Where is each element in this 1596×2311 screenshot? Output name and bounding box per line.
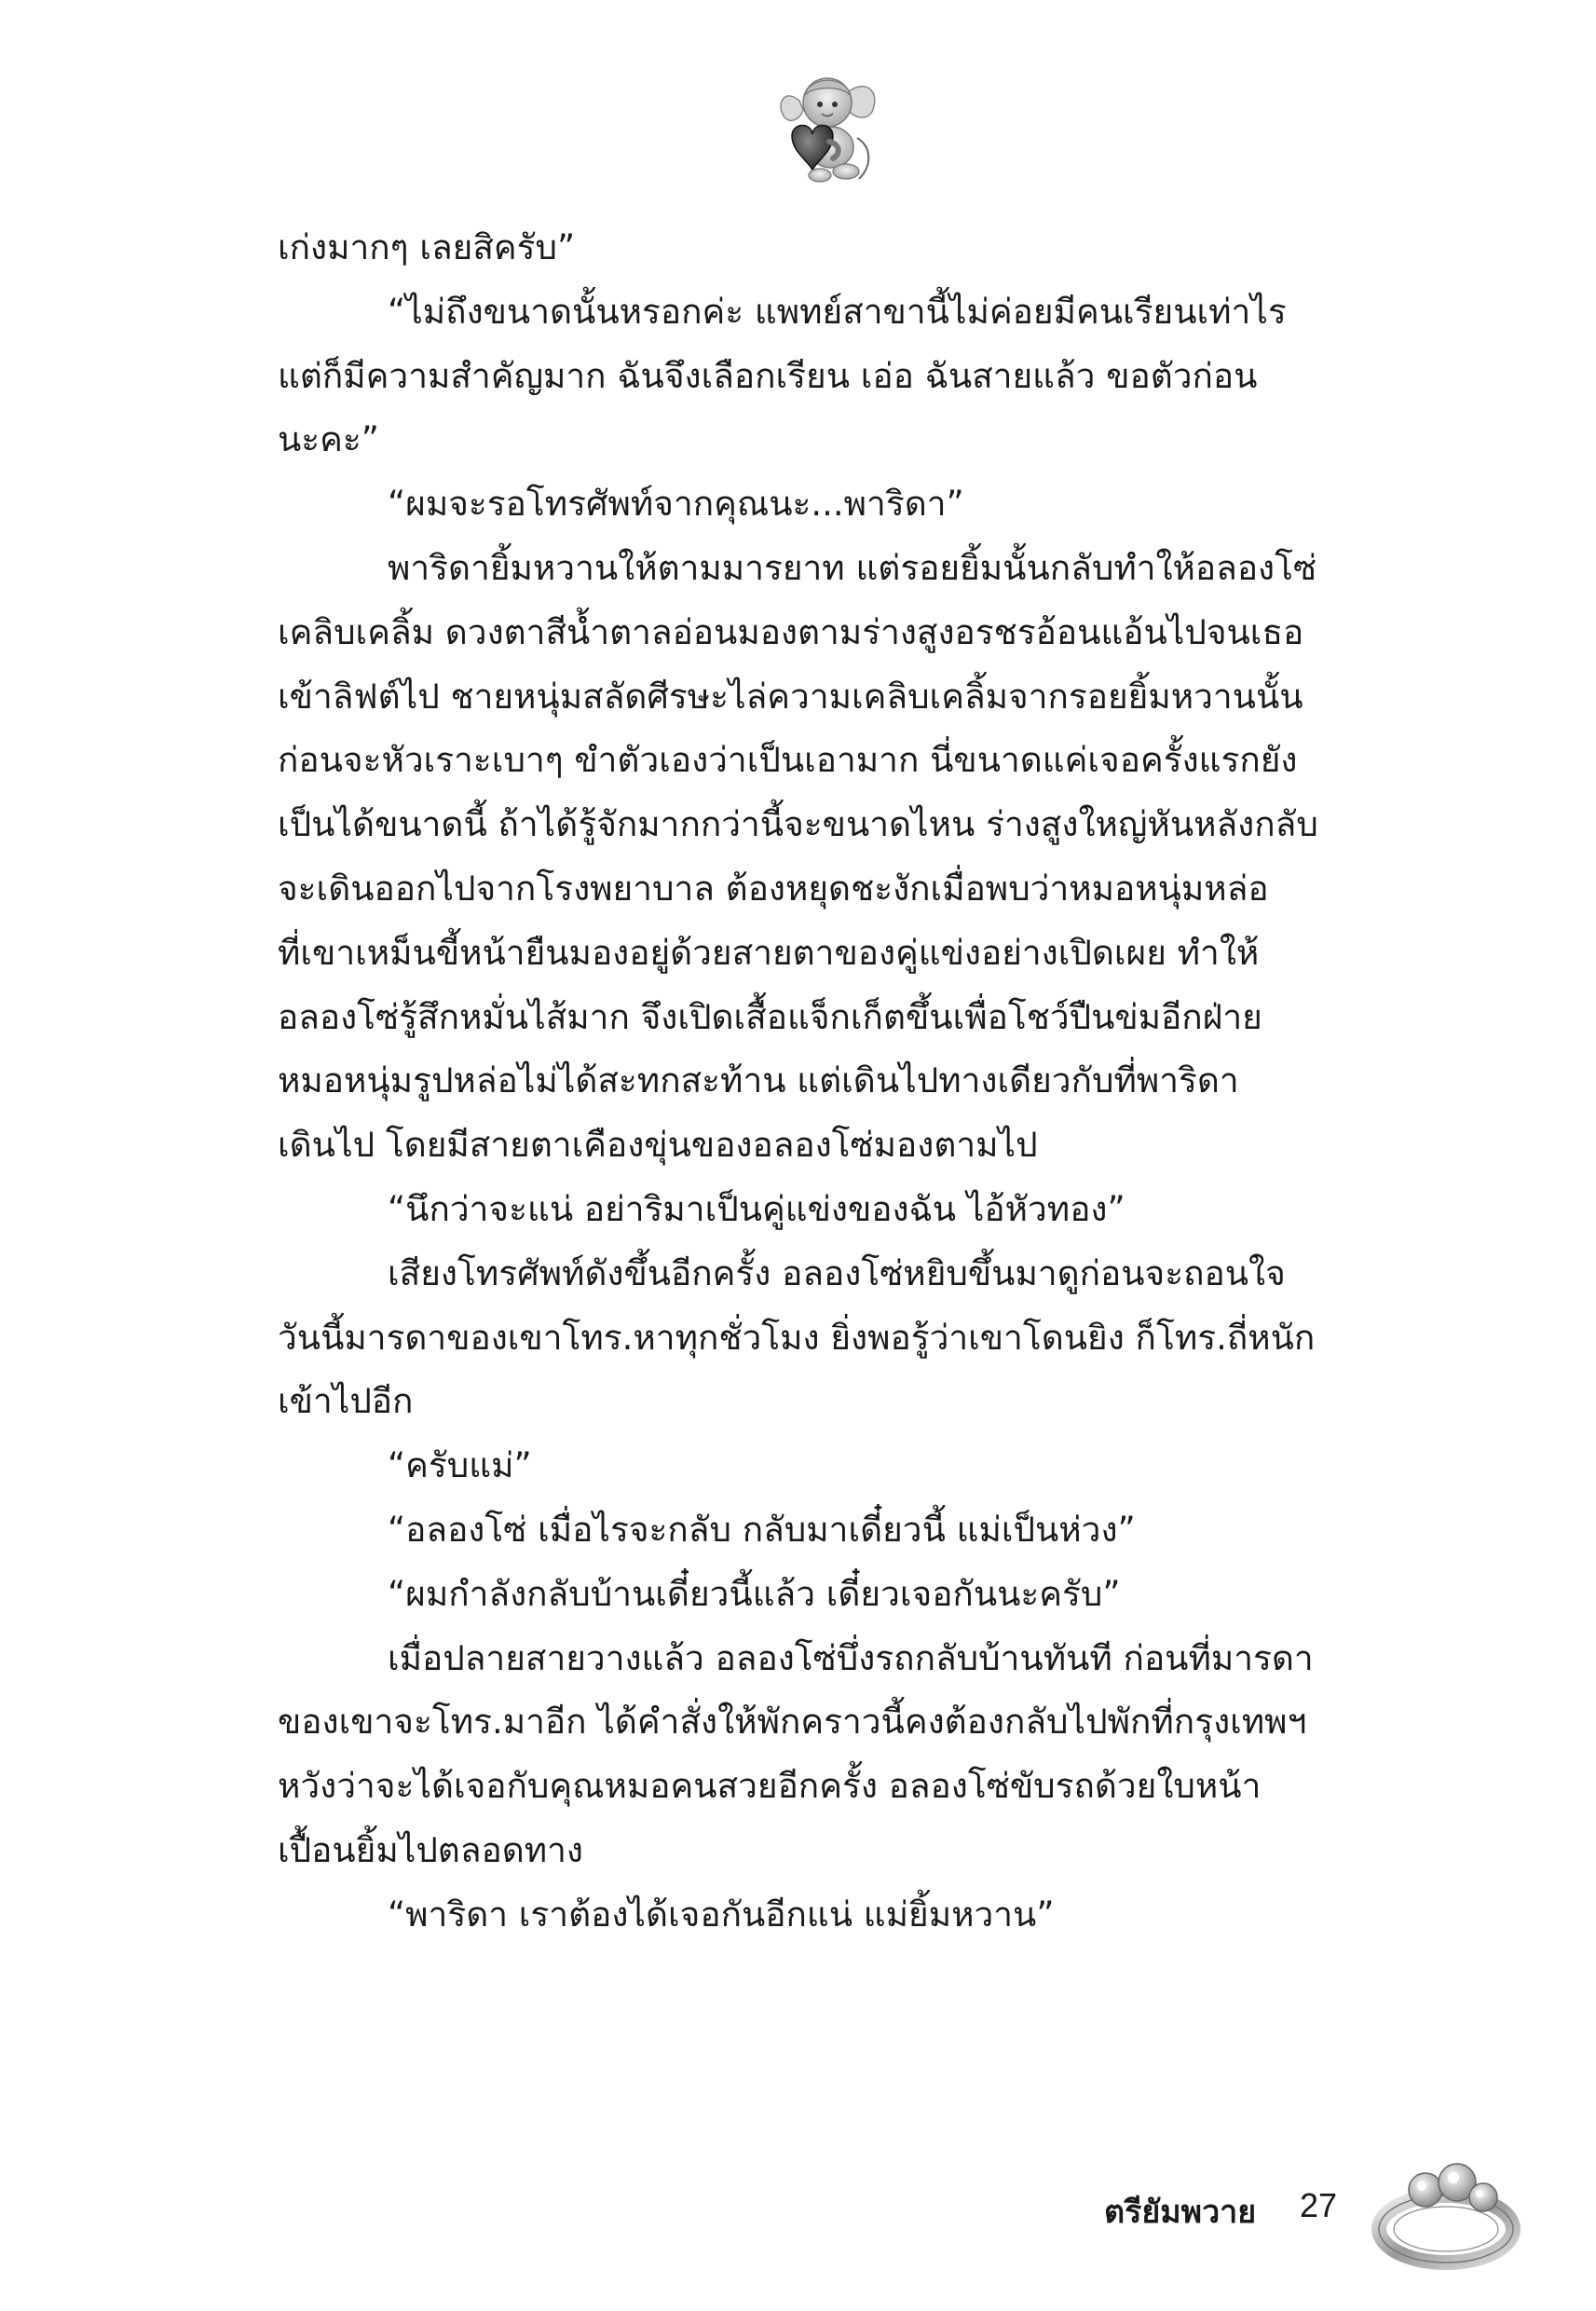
text-line: ก่อนจะหัวเราะเบาๆ ขำตัวเองว่าเป็นเอามาก นี่ขนาดแค่เจอครั้งแรกยัง xyxy=(278,740,1298,781)
page-footer xyxy=(0,2153,1596,2274)
text-line: “นึกว่าจะแน่ อย่าริมาเป็นคู่แข่งของฉัน ไอ้หัวทอง” xyxy=(388,1188,1125,1229)
text-line: หมอหนุ่มรูปหล่อไม่ได้สะทกสะท้าน แต่เดินไปทางเดียวกับที่พาริดา xyxy=(278,1060,1239,1101)
diamond-ring-icon xyxy=(1370,2153,1528,2274)
text-line: “อลองโซ่ เมื่อไรจะกลับ กลับมาเดี๋ยวนี้ แม่เป็นห่วง” xyxy=(388,1509,1136,1550)
text-line: เมื่อปลายสายวางแล้ว อลองโซ่บึ่งรถกลับบ้านทันที ก่อนที่มารดา xyxy=(388,1637,1314,1678)
cupid-heart-icon xyxy=(771,67,883,188)
text-line: เสียงโทรศัพท์ดังขึ้นอีกครั้ง อลองโซ่หยิบขึ้นมาดูก่อนจะถอนใจ xyxy=(388,1252,1286,1293)
text-line: เคลิบเคลิ้ม ดวงตาสีน้ำตาลอ่อนมองตามร่างสูงอรชรอ้อนแอ้นไปจนเธอ xyxy=(278,611,1304,652)
text-line: “ผมกำลังกลับบ้านเดี๋ยวนี้แล้ว เดี๋ยวเจอกันนะครับ” xyxy=(388,1573,1121,1614)
text-line: “ผมจะรอโทรศัพท์จากคุณนะ...พาริดา” xyxy=(388,484,964,525)
text-line: “ไม่ถึงขนาดนั้นหรอกค่ะ แพทย์สาขานี้ไม่ค่อยมีคนเรียนเท่าไร xyxy=(388,291,1287,332)
page-number: 27 xyxy=(1300,2186,1338,2224)
text-line: ที่เขาเหม็นขี้หน้ายืนมองอยู่ด้วยสายตาของคู่แข่งอย่างเปิดเผย ทำให้ xyxy=(278,932,1260,973)
text-line: นะคะ” xyxy=(278,419,379,460)
text-line: เปื้อนยิ้มไปตลอดทาง xyxy=(278,1829,583,1870)
text-line: “ครับแม่” xyxy=(388,1445,532,1486)
text-line: เข้าไปอีก xyxy=(278,1381,414,1422)
text-line: จะเดินออกไปจากโรงพยาบาล ต้องหยุดชะงักเมื่อพบว่าหมอหนุ่มหล่อ xyxy=(278,868,1269,909)
text-line: วันนี้มารดาของเขาโทร.หาทุกชั่วโมง ยิ่งพอรู้ว่าเขาโดนยิง ก็โทร.ถี่หนัก xyxy=(278,1317,1316,1358)
text-line: หวังว่าจะได้เจอกับคุณหมอคนสวยอีกครั้ง อลองโซ่ขับรถด้วยใบหน้า xyxy=(278,1766,1262,1807)
text-line: เข้าลิฟต์ไป ชายหนุ่มสลัดศีรษะไล่ความเคลิบเคลิ้มจากรอยยิ้มหวานนั้น xyxy=(278,676,1303,717)
body-text xyxy=(278,216,1414,1948)
text-line: ของเขาจะโทร.มาอีก ได้คำสั่งให้พักคราวนี้คงต้องกลับไปพักที่กรุงเทพฯ xyxy=(278,1702,1307,1743)
text-line: เดินไป โดยมีสายตาเคืองขุ่นของอลองโซ่มองตามไป xyxy=(278,1125,1038,1166)
text-line: เป็นได้ขนาดนี้ ถ้าได้รู้จักมากกว่านี้จะขนาดไหน ร่างสูงใหญ่หันหลังกลับ xyxy=(278,804,1318,845)
text-line: แต่ก็มีความสำคัญมาก ฉันจึงเลือกเรียน เอ่อ ฉันสายแล้ว ขอตัวก่อน xyxy=(278,355,1258,396)
book-title: ตรียัมพวาย xyxy=(1104,2194,1257,2231)
text-line: พาริดายิ้มหวานให้ตามมารยาท แต่รอยยิ้มนั้นกลับทำให้อลองโซ่ xyxy=(388,547,1317,588)
text-line: อลองโซ่รู้สึกหมั่นไส้มาก จึงเปิดเสื้อแจ็กเก็ตขึ้นเพื่อโชว์ปืนข่มอีกฝ่าย xyxy=(278,996,1262,1037)
text-line: เก่งมากๆ เลยสิครับ” xyxy=(278,227,576,267)
text-line: “พาริดา เราต้องได้เจอกันอีกแน่ แม่ยิ้มหวาน” xyxy=(388,1894,1055,1935)
